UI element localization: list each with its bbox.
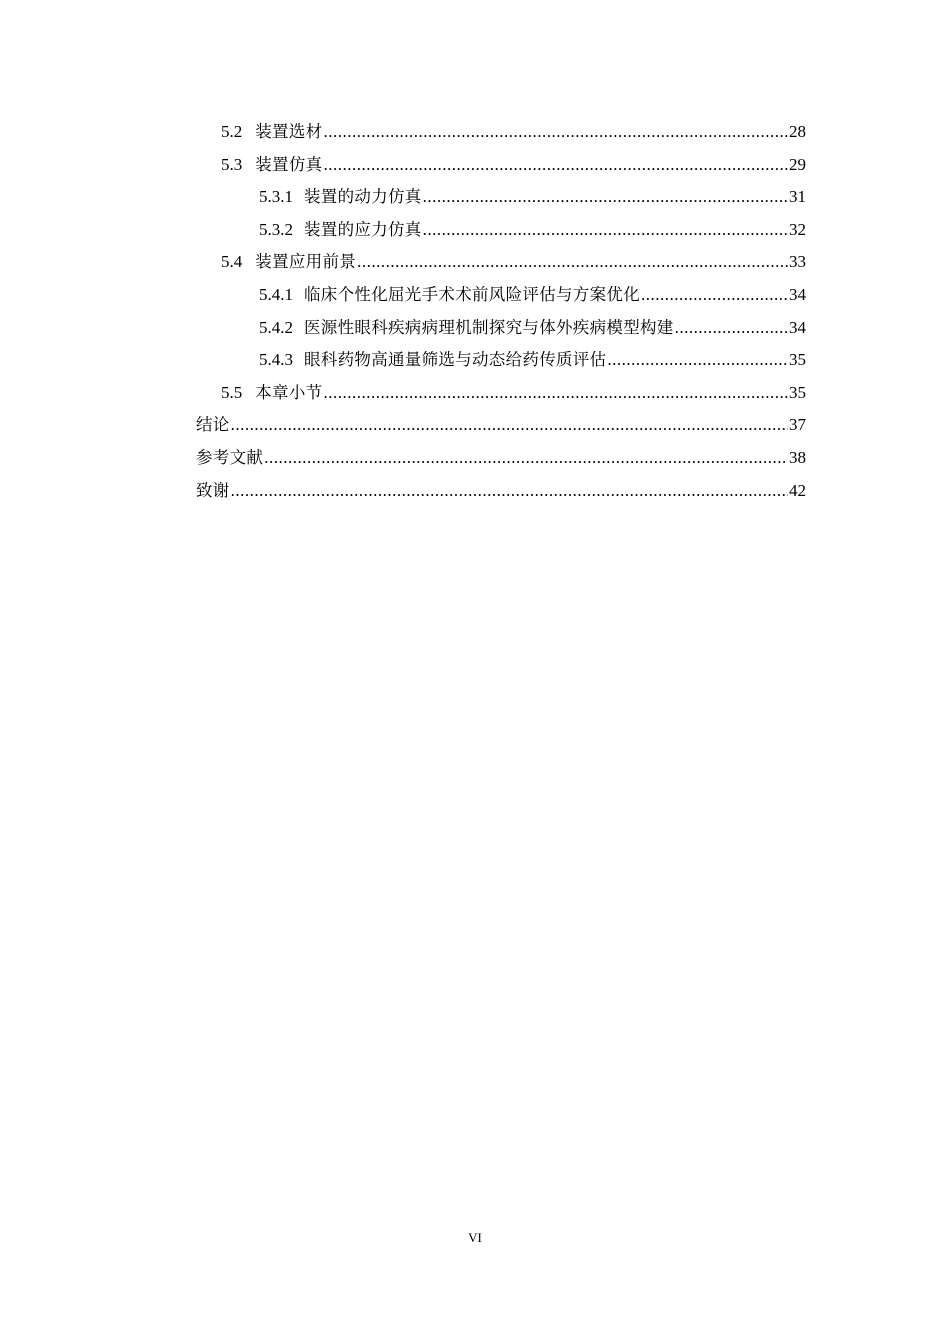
toc-entry-title: 医源性眼科疾病病理机制探究与体外疾病模型构建: [304, 317, 674, 337]
dot-leader: [423, 181, 788, 214]
toc-entry-page: 38: [789, 447, 806, 467]
toc-entry-title: 装置应用前景: [255, 252, 357, 272]
toc-entry-references: [196, 442, 806, 475]
toc-entry-page: 42: [789, 480, 806, 500]
toc-entry-5-5: [196, 377, 806, 410]
toc-entry-5-3: [196, 149, 806, 182]
toc-entry-5-3-2: [196, 214, 806, 247]
toc-entry-title: 装置选材: [255, 122, 323, 141]
dot-leader: [231, 409, 788, 442]
toc-entry-page: 32: [789, 219, 806, 239]
toc-entry-page: 34: [789, 284, 806, 304]
toc-entry-number: 5.3: [221, 154, 243, 174]
dot-leader: [675, 312, 788, 345]
toc-entry-5-4: [196, 246, 806, 279]
toc-entry-5-3-1: [196, 181, 806, 214]
toc-entry-page: 31: [789, 187, 806, 207]
dot-leader: [423, 214, 788, 247]
toc-entry-number: 5.2: [221, 122, 243, 141]
toc-entry-5-4-3: [196, 344, 806, 377]
toc-entry-number: 5.3.1: [259, 187, 293, 207]
dot-leader: [323, 149, 788, 182]
page-number-footer: VI: [468, 1230, 482, 1245]
toc-entry-number: 5.4.1: [259, 284, 293, 304]
toc-entry-title: 本章小节: [255, 382, 323, 402]
dot-leader: [323, 377, 788, 410]
toc-entry-number: 5.4: [221, 252, 243, 272]
toc-entry-number: 5.4.2: [259, 317, 293, 337]
toc-entry-number: 5.3.2: [259, 219, 293, 239]
toc-entry-page: 28: [789, 122, 806, 141]
toc-entry-page: 34: [789, 317, 806, 337]
toc-entry-page: 37: [789, 415, 806, 435]
dot-leader: [264, 442, 788, 475]
toc-entry-acknowledgements: [196, 475, 806, 508]
table-of-contents: [196, 116, 806, 507]
toc-entry-title: 装置的应力仿真: [304, 219, 422, 239]
toc-entry-5-2: [196, 116, 806, 149]
toc-entry-title: 结论: [196, 415, 230, 435]
toc-entry-page: 35: [789, 350, 806, 370]
dot-leader: [231, 475, 788, 508]
toc-entry-title: 装置的动力仿真: [304, 187, 422, 207]
toc-entry-conclusion: [196, 409, 806, 442]
toc-entry-page: 33: [789, 252, 806, 272]
toc-entry-5-4-2: [196, 312, 806, 345]
dot-leader: [607, 344, 788, 377]
toc-entry-title: 装置仿真: [255, 154, 323, 174]
dot-leader: [641, 279, 788, 312]
toc-entry-page: 29: [789, 154, 806, 174]
toc-entry-number: 5.5: [221, 382, 243, 402]
toc-entry-5-4-1: [196, 279, 806, 312]
toc-entry-title: 参考文献: [196, 447, 264, 467]
toc-entry-title: 临床个性化屈光手术术前风险评估与方案优化: [304, 284, 640, 304]
dot-leader: [357, 246, 788, 279]
toc-entry-title: 致谢: [196, 480, 230, 500]
toc-entry-title: 眼科药物高通量筛选与动态给药传质评估: [304, 350, 607, 370]
toc-entry-number: 5.4.3: [259, 350, 293, 370]
dot-leader: [323, 116, 788, 149]
toc-entry-page: 35: [789, 382, 806, 402]
